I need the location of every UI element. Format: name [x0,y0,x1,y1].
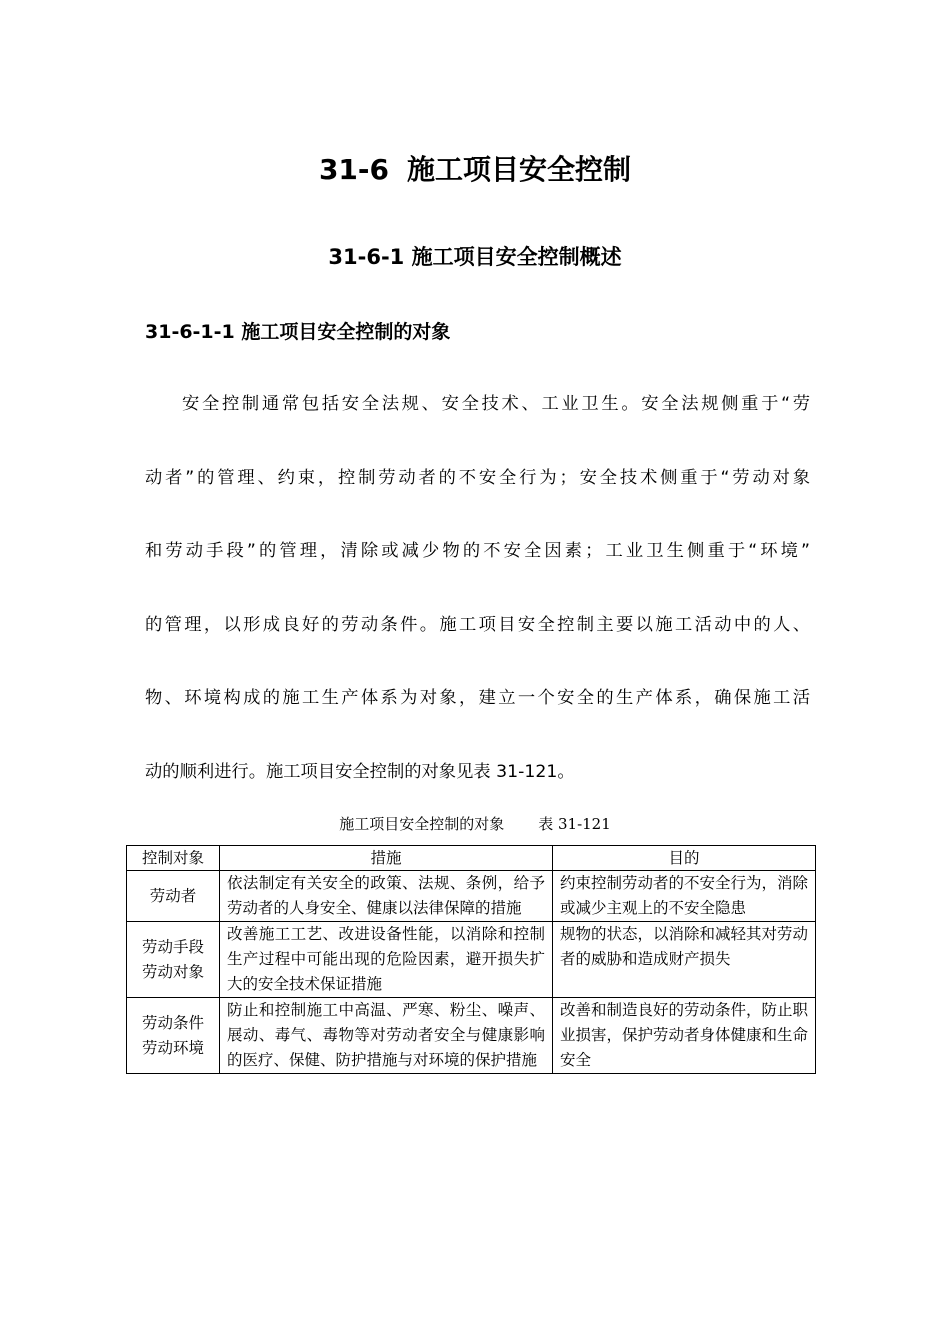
chapter-heading [0,150,950,190]
paragraph-line: 动的顺利进行。施工项目安全控制的对象见表 31-121。 [145,761,575,782]
category-line: 劳动环境 [141,1038,204,1057]
column-header-goal: 目的 [553,846,816,871]
row-measure: 防止和控制施工中高温、严寒、粉尘、噪声、展动、毒气、毒物等对劳动者安全与健康影响的医疗、保健、防护措施与对环境的保护措施 [220,998,553,1074]
table-header-row [127,846,816,871]
paragraph-line: 物、环境构成的施工生产体系为对象，建立一个安全的生产体系，确保施工活 [145,688,810,709]
subsection-heading: 31-6-1-1 施工项目安全控制的对象 [145,321,451,343]
paragraph-line: 和劳动手段”的管理，清除或减少物的不安全因素；工业卫生侧重于“环境” [145,541,810,562]
chapter-title: 施工项目安全控制 [407,153,632,186]
paragraph-line: 的管理，以形成良好的劳动条件。施工项目安全控制主要以施工活动中的人、 [145,614,810,635]
category-line: 劳动者 [149,886,197,905]
row-goal: 约束控制劳动者的不安全行为，消除或减少主观上的不安全隐患 [553,871,816,922]
column-header-category: 控制对象 [127,846,220,871]
row-category [127,922,220,998]
table-caption [0,813,950,835]
paragraph-line: 安全控制通常包括安全法规、安全技术、工业卫生。安全法规侧重于“劳 [182,394,810,414]
paragraph-line: 动者”的管理、约束，控制劳动者的不安全行为；安全技术侧重于“劳动对象 [145,467,810,488]
table-row [127,922,816,998]
table-row [127,998,816,1074]
row-goal: 改善和制造良好的劳动条件，防止职业损害，保护劳动者身体健康和生命安全 [553,998,816,1074]
table-caption-title: 施工项目安全控制的对象 [339,815,505,833]
table-row [127,871,816,922]
category-line: 劳动条件 [141,1013,204,1032]
table-number: 表 31-121 [538,815,611,833]
row-measure: 改善施工工艺、改进设备性能，以消除和控制生产过程中可能出现的危险因素，避开损失扩大的安全技术保证措施 [220,922,553,998]
row-category [127,871,220,922]
section-heading: 31-6-1 施工项目安全控制概述 [328,245,622,269]
column-header-measure: 措施 [220,846,553,871]
category-line: 劳动对象 [141,962,204,981]
body-paragraph [145,368,810,810]
row-measure: 依法制定有关安全的政策、法规、条例，给予劳动者的人身安全、健康以法律保障的措施 [220,871,553,922]
chapter-number: 31-6 [318,153,390,186]
category-line: 劳动手段 [141,937,204,956]
row-category [127,998,220,1074]
row-goal: 规物的状态，以消除和减轻其对劳动者的威胁和造成财产损失 [553,922,816,998]
safety-control-table [126,845,816,1074]
